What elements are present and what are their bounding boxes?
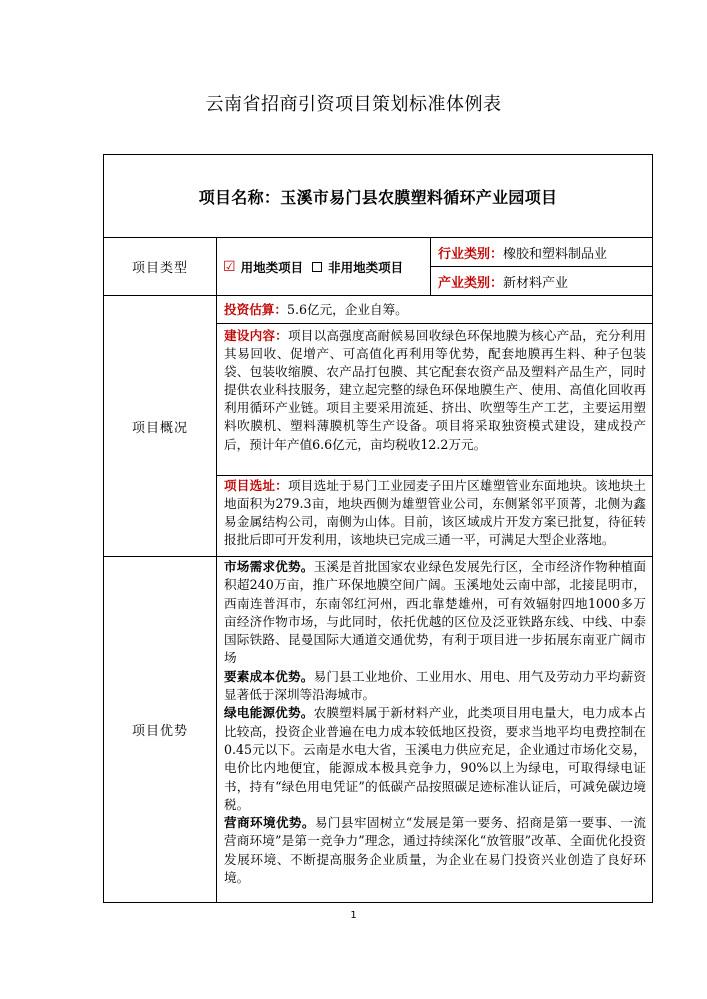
green-energy-advantage: [224, 704, 646, 814]
project-type-options: [217, 238, 431, 296]
business-key: 营商环境优势。: [224, 815, 315, 831]
industry-category-key: 行业类别：: [438, 246, 504, 262]
project-site: [217, 476, 652, 557]
industry-category-value: 橡胶和塑料制品业: [503, 246, 608, 262]
site-value: 项目选址于易门工业园麦子田片区雄塑管业东面地块。该地块土地面积为279.3亩，地块西侧为雄塑管业公司，东侧紧邻平顶菁，北侧为鑫易金属结构公司，南侧为山体。目前，该区域成片开发方案已批复，待征转报批后即可开发利用，该地块已完成三通一平，可满足大型企业落地。: [224, 478, 647, 548]
construction-value: 项目以高强度高耐候易回收绿色环保地膜为核心产品，充分利用其易回收、促增产、可高值化再利用等优势，配套地膜再生料、种子包装袋、包装收缩膜、农产品打包膜、其它配套农资产品及塑料产品生产，同时提供农业科技服务，建立起完整的绿色环保地膜生产、使用、高值化回收再利用循环产业链。项目主要采用流延、挤出、吹塑等生产工艺，主要运用塑料吹膜机、塑料薄膜机等生产设备。项目将采取独资模式建设，建成投产后，预计年产值6.6亿元，亩均税收12.2万元。: [224, 328, 647, 452]
industry-sector-value: 新材料产业: [503, 275, 569, 291]
cost-advantage: [224, 668, 646, 705]
construction-content: [217, 324, 652, 476]
green-key: 绿电能源优势。: [224, 705, 314, 721]
investment-key: 投资估算：: [224, 302, 287, 317]
project-table: [103, 154, 653, 903]
market-advantage: [224, 558, 646, 668]
advantages-content: [217, 557, 652, 902]
document-title: 云南省招商引资项目策划标准体例表: [205, 94, 502, 115]
market-value: 玉溪是首批国家农业绿色发展先行区，全市经济作物种植面积超240万亩，推广环保地膜空间广阔。玉溪地处云南中部，北接昆明市，西南连普洱市，东南邻红河州，西北靠楚雄州，可有效辐射四地1000多万亩经济作物市场，与此同时，依托优越的区位及泛亚铁路东线、中线、中泰国际铁路、昆曼国际大通道交通优势，有利于项目进一步拓展东南亚广阔市场: [224, 559, 647, 666]
business-value: 易门县牢固树立“发展是第一要务、招商是第一要事、一流营商环境”是第一竞争力”理念，通过持续深化“放管服”改革、全面优化投资发展环境、不断提高服务企业质量，为企业在易门投资兴业创造了良好环境。: [224, 815, 646, 886]
cost-key: 要素成本优势。: [224, 668, 314, 684]
unchecked-checkbox-icon[interactable]: [312, 262, 322, 272]
industry-sector-row: [431, 267, 652, 296]
construction-key: 建设内容：: [224, 328, 288, 343]
green-value: 农膜塑料属于新材料产业，此类项目用电量大，电力成本占比较高，投资企业普遍在电力成本较低地区投资，要求当地平均电费控制在0.45元以下。云南是水电大省，玉溪电力供应充足，企业通过市场化交易，电价比内地便宜，能源成本极具竞争力，90%以上为绿电，可取得绿电证书，持有“绿色用电凭证”的低碳产品按照碳足迹标准认证后，可减免碳边境税。: [224, 705, 647, 812]
market-key: 市场需求优势。: [224, 559, 314, 574]
option-land-label: 用地类项目: [240, 259, 304, 275]
cost-value: 易门县工业地价、工业用水、用电、用气及劳动力平均薪资显著低于深圳等沿海城市。: [224, 668, 647, 703]
investment-estimate: [217, 296, 652, 324]
investment-value: 5.6亿元，企业自筹。: [286, 302, 408, 317]
site-key: 项目选址：: [224, 478, 288, 493]
page-number: 1: [350, 910, 357, 921]
option-non-land-label: 非用地类项目: [328, 259, 404, 275]
project-type-label: 项目类型: [104, 238, 217, 296]
business-environment-advantage: [224, 814, 646, 887]
project-overview-label: 项目概况: [104, 296, 217, 557]
project-advantages-label: 项目优势: [104, 557, 217, 902]
checked-checkbox-icon[interactable]: ☑: [223, 258, 236, 275]
industry-sector-key: 产业类别：: [438, 275, 504, 291]
project-name-heading: 项目名称：玉溪市易门县农膜塑料循环产业园项目: [104, 155, 652, 238]
industry-category-row: [431, 238, 652, 267]
